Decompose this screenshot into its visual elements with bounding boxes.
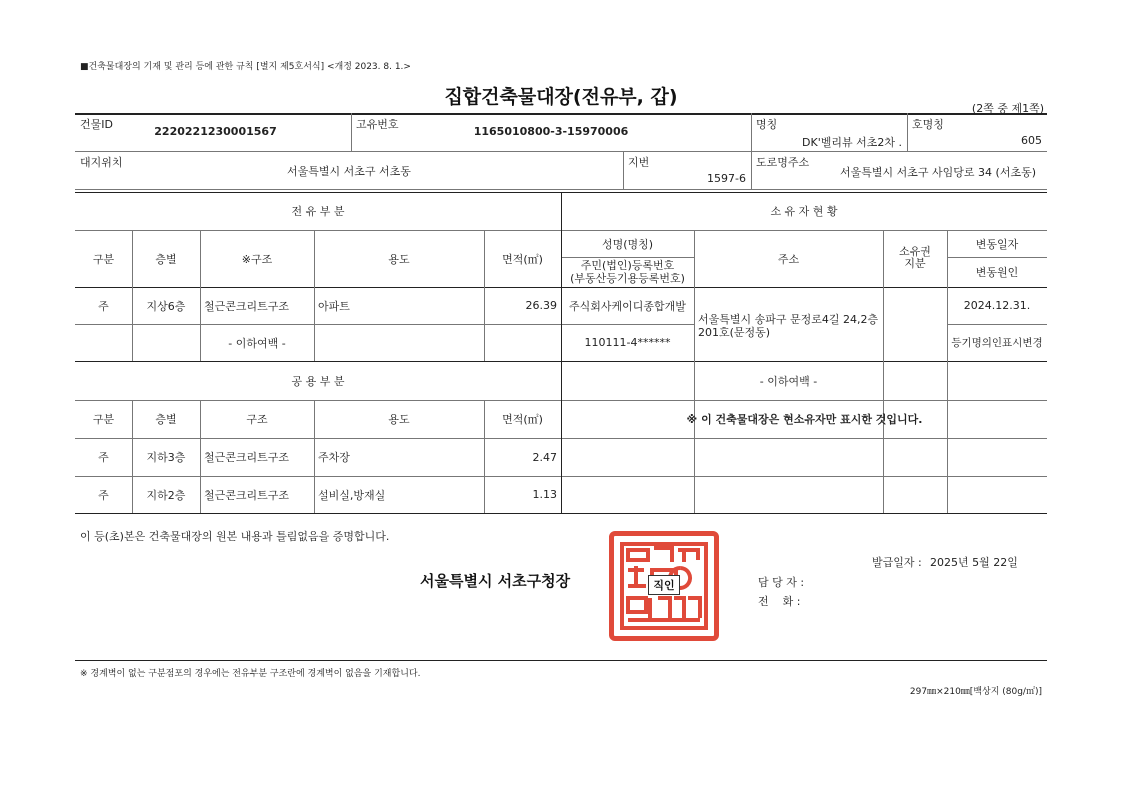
document-title: 집합건축물대장(전유부, 갑) — [444, 86, 678, 108]
common-row-type: 주 — [98, 451, 109, 464]
seal-badge: 직인 — [648, 575, 680, 595]
exclusive-row-area: 26.39 — [525, 299, 557, 312]
unique-no-label: 고유번호 — [356, 118, 399, 131]
owner-header-address: 주소 — [777, 252, 800, 266]
owner-address — [698, 313, 878, 339]
exclusive-header-structure: ※구조 — [241, 252, 273, 266]
issue-date-label: 발급일자 : — [872, 556, 922, 569]
owner-name: 주식회사케이디종합개발 — [569, 299, 686, 313]
top-border — [75, 113, 1047, 115]
bottom-note: ※ 경계벽이 없는 구분점포의 경우에는 전유부분 구조란에 경계벽이 없음을 기재합니다. — [80, 669, 421, 679]
common-row-usage: 설비실,방재실 — [318, 488, 386, 502]
exclusive-blank-note: - 이하여백 - — [228, 336, 286, 350]
site-location: 서울특별시 서초구 서초동 — [287, 165, 411, 178]
page-info: (2쪽 중 제1쪽) — [971, 102, 1044, 115]
common-row-structure: 철근콘크리트구조 — [204, 488, 290, 502]
site-label: 대지위치 — [80, 156, 123, 169]
exclusive-row-type: 주 — [98, 299, 109, 313]
footer-divider — [75, 660, 1047, 661]
common-row-area: 1.13 — [532, 488, 557, 501]
paper-spec: 297㎜×210㎜[백상지 (80g/㎡)] — [909, 687, 1042, 697]
unique-no: 1165010800-3-15970006 — [473, 125, 629, 138]
road-address: 서울특별시 서초구 사임당로 34 (서초동) — [840, 166, 1036, 179]
issuer-name: 서울특별시 서초구청장 — [420, 572, 571, 590]
name-label: 명칭 — [756, 118, 778, 131]
owner-header-reg — [561, 259, 694, 285]
common-header-structure: 구조 — [246, 413, 268, 426]
table-line — [75, 324, 561, 325]
phone-label: 전 화 : — [758, 595, 801, 608]
common-header-type: 구분 — [92, 413, 115, 426]
building-name: DK'벨리뷰 서초2차 . — [802, 136, 902, 149]
common-row-floor: 지하3층 — [146, 451, 186, 464]
building-id-label: 건물ID — [80, 118, 113, 131]
info-row-divider — [75, 151, 1047, 152]
info-vline — [907, 113, 908, 151]
owner-header-reg-line1: 주민(법인)등록번호 — [580, 259, 675, 272]
owner-change-date: 2024.12.31. — [963, 299, 1031, 312]
owner-header-change-date: 변동일자 — [975, 237, 1019, 251]
owner-header-share-line2: 지분 — [904, 257, 926, 270]
info-bottom-1 — [75, 189, 1047, 190]
unit-name: 605 — [1021, 134, 1042, 147]
issue-date: 2025년 5월 22일 — [930, 556, 1018, 569]
road-label: 도로명주소 — [756, 156, 810, 169]
owner-reg-no: 110111-4****** — [584, 336, 671, 349]
owner-section-title: 소 유 자 현 황 — [770, 205, 838, 218]
owner-notice-text: ※ 이 건축물대장은 현소유자만 표시한 것입니다. — [686, 413, 923, 426]
exclusive-header-floor: 층별 — [155, 252, 177, 266]
owner-header-share-line1: 소유권 — [899, 245, 931, 258]
common-header-usage: 용도 — [388, 413, 410, 426]
owner-address-line1: 서울특별시 송파구 문정로4길 24,2층 — [698, 313, 879, 326]
info-vline — [351, 113, 352, 151]
owner-header-reg-line2: (부동산등기용등록번호) — [570, 272, 685, 285]
exclusive-row-floor: 지상6층 — [146, 299, 186, 313]
owner-header-name: 성명(명칭) — [601, 237, 654, 251]
lot-number: 1597-6 — [707, 172, 746, 185]
owner-address-line2: 201호(문정동) — [698, 326, 771, 339]
lot-label: 지번 — [628, 156, 650, 169]
unit-name-label: 호명칭 — [912, 118, 944, 131]
common-row-usage: 주차장 — [318, 451, 350, 464]
common-header-area: 면적(㎡) — [502, 413, 543, 426]
common-row-floor: 지하2층 — [146, 488, 186, 502]
legal-note: ■건축물대장의 기재 및 관리 등에 관한 규칙 [별지 제5호서식] <개정 2023. 8. 1.> — [80, 62, 411, 72]
common-row-type: 주 — [98, 488, 109, 502]
staff-label: 담 당 자 : — [758, 576, 805, 589]
building-id: 2220221230001567 — [154, 125, 277, 138]
table-line — [561, 257, 694, 258]
exclusive-header-usage: 용도 — [388, 252, 410, 266]
owner-notice — [686, 400, 923, 438]
common-header-floor: 층별 — [155, 413, 177, 426]
common-row-structure: 철근콘크리트구조 — [204, 451, 290, 464]
common-row-area: 2.47 — [532, 450, 557, 464]
common-section-title: 공 용 부 분 — [291, 374, 345, 388]
exclusive-header-type: 구분 — [92, 252, 115, 266]
exclusive-header-area: 면적(㎡) — [502, 252, 543, 266]
exclusive-section-title: 전 유 부 분 — [291, 205, 345, 218]
owner-change-reason: 등기명의인표시변경 — [951, 337, 1043, 349]
info-vline — [623, 151, 624, 189]
exclusive-row-structure: 철근콘크리트구조 — [204, 299, 290, 313]
info-vline — [751, 113, 752, 189]
owner-header-change-reason: 변동원인 — [975, 266, 1019, 279]
table-vline — [883, 438, 884, 513]
owner-header-share — [883, 246, 947, 270]
owner-blank-note: - 이하여백 - — [759, 374, 818, 388]
table-bottom — [75, 513, 1047, 514]
exclusive-row-usage: 아파트 — [318, 299, 350, 313]
certify-text: 이 등(초)본은 건축물대장의 원본 내용과 틀림없음을 증명합니다. — [80, 530, 390, 543]
